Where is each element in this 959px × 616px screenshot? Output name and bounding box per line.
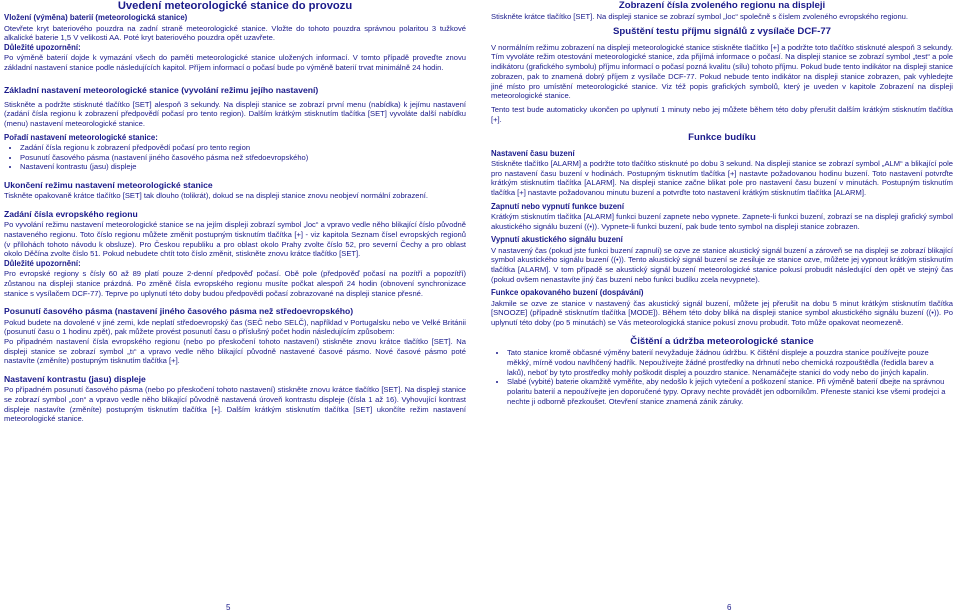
region-heading: Zadání čísla evropského regionu xyxy=(4,209,138,220)
alarm-toggle-heading: Zapnutí nebo vypnutí funkce buzení xyxy=(491,201,624,211)
alarm-toggle-text: Krátkým stisknutím tlačítka [ALARM] funkci buzení zapnete nebo vypnete. Zapnete-li funkci buzení, zobrazí se na displeji grafický symbol akustického signálu buzení ((•)). Vypnete-li funkci buzení, pak bude tento symbol na displeji stanice zobrazen. xyxy=(491,212,953,231)
contrast-text: Po případném posunutí časového pásma (nebo po přeskočení tohoto nastavení) stiskněte znovu krátce tlačítko [SET]. Na displeji stanice se zobrazí symbol „con“ a vpravo vedle něho blikající původně nastavená úroveň kontrastu displeje (čísla 1 až 16). Vyhovující kontrast displeje nastavíte (změníte) postupným tisknutím tlačítka [+]. Dalším krátkým stisknutím tlačítka [SET] ukončíte režim nastavení meteorologické stanice. xyxy=(4,385,466,424)
alarm-time-text: Stiskněte tlačítko [ALARM] a podržte toto tlačítko stisknuté po dobu 3 sekund. Na displeji stanice se zobrazí symbol „ALM“ a blikající pole pro nastavení času buzení v hodinách. Postupným tisknutím tlačítka [+] nastavte požadovanou hodinu buzení. Toto nastavení potvrďte krátkým stisknutím tlačítka [ALARM]. Na displeji stanice začne blikat pole pro nastavení času buzení v minutách. Postupným tisknutím tlačítka [+] nastavte požadovanou minutu buzení a potvrďte toto nastavení krátkým stisknutím tlačítka [ALARM]. xyxy=(491,159,953,198)
dcf-test-heading: Spuštění testu příjmu signálů z vysílače DCF-77 xyxy=(612,26,832,38)
region-display-text: Stiskněte krátce tlačítko [SET]. Na displeji stanice se zobrazí symbol „loc“ společně s číslem zvoleného evropského regionu. xyxy=(491,12,909,22)
battery-note-text: Po výměně baterií dojde k vymazání všech do paměti meteorologické stanice uložených informací. V tomto případě proveďte znovu základní nastavení stanice podle následujících kapitol. Příjem informací o počasí bude po výměně baterií trvat minimálně 24 hodin. xyxy=(4,53,466,72)
battery-text: Otevřete kryt bateriového pouzdra na zadní straně meteorologické stanice. Vložte do tohoto pouzdra správnou polaritou 3 tužkové alkalické baterie 1,5 V velikosti AA. Poté kryt bateriového pouzdra opět uzavřete. xyxy=(4,23,466,43)
timezone-heading: Posunutí časového pásma (nastavení jiného časového pásma než středoevropského) xyxy=(4,306,354,317)
snooze-text: Jakmile se ozve ze stanice v nastavený čas akustický signál buzení, můžete jej přerušit na dobu 5 minut krátkým stisknutím tlačítka [SNOOZE] (případně stisknutím tlačítka [MODE]). Během této doby bliká na displeji stanice symbol akustického signálu buzení ((•)). Po uplynutí této doby (po 5 minutách) se Vás meteorologická stanice pokusí znovu probudit. Toto může opakovat neomezeně. xyxy=(491,298,953,327)
alarm-off-heading: Vypnutí akustického signálu buzení xyxy=(491,235,623,245)
region-note-text: Pro evropské regiony s čísly 60 až 89 platí pouze 2-denní předpověď počasí. Obě pole (předpověď počasí na pozítří a popozítří) zůstanou na displeji stanice prázdná. Po změně čísla evropského regionu musíte počkat alespoň 24 hodin (obnovení synchronizace stanice s vysílačem DCF-77). Teprve po uplynutí této doby budou předpovědi počasí zobrazované na displeji stanice přesné. xyxy=(4,269,466,298)
setup-order-heading: Pořadí nastavení meteorologické stanice: xyxy=(4,132,158,142)
dcf-test-text-1: V normálním režimu zobrazení na displeji meteorologické stanice stiskněte tlačítko [+] a podržte toto tlačítko stisknuté alespoň 3 sekundy. Tím vyvoláte režim otestování meteorologické stanice, zda přijímá informace o počasí. Na displeji stanice se zobrazí symbol „test“ a pole indikátoru (grafického symbolu) příjmu informací o počasí pozná kvalitu (sílu) tohoto příjmu. Pokud bude tento indikátor na displeji stanice zobrazen, pak to znamená dobrý příjem z vysílače DCF-77. Pokud nebude tento indikátor na displeji stanice zobrazen, pak vyhledejte jiné místo pro umístění meteorologické stanice. Viz též popis grafických symbolů, který je uveden v kapitole Zobrazení na displeji meteorologické stanice. xyxy=(491,42,953,101)
battery-heading: Vložení (výměna) baterií (meteorologická stanice) xyxy=(4,13,188,23)
snooze-heading: Funkce opakovaného buzení (dospávání) xyxy=(491,288,644,298)
left-column xyxy=(4,0,466,424)
maintenance-heading: Čištění a údržba meteorologické stanice xyxy=(630,335,814,347)
list-item: • Posunutí časového pásma (nastavení jiného časového pásma než středoevropského) xyxy=(20,153,466,163)
list-item: • Nastavení kontrastu (jasu) displeje xyxy=(20,162,466,172)
setup-order-list xyxy=(4,143,466,172)
list-item: • Tato stanice kromě občasné výměny baterií nevyžaduje žádnou údržbu. K čištění displeje a pouzdra stanice používejte pouze měkký, mírně vodou navlhčený hadřík. Nepoužívejte žádné prostředky na drhnutí nebo chemická rozpouštědla (ředidla barev a laků), neboť by tyto prostředky mohly poškodit displej a pouzdro stanice. Nenamáčejte stanici do vody nebo do jiných kapalin. xyxy=(507,348,953,377)
battery-note-heading: Důležité upozornění: xyxy=(4,43,81,52)
basic-setup-text: Stiskněte a podržte stisknuté tlačítko [SET] alespoň 3 sekundy. Na displeji stanice se zobrazí první menu (nabídka) k jejímu nastavení (zadání čísla regionu k zobrazení předpovědí počasí pro tento region). Dalším krátkým stisknutím tlačítka [SET] vyvoláte další nabídku (menu) nastavení meteorologické stanice. xyxy=(4,99,466,129)
page-title-right: Zobrazení čísla zvoleného regionu na displeji xyxy=(618,0,826,11)
alarm-off-text: V nastavený čas (pokud jste funkci buzení zapnuli) se ozve ze stanice akustický signál buzení a zároveň se na displeji se zobrazí blikající symbol akustického signálu buzení ((•)). Tento akustický signál buzení se zesiluje ze stanice ozve, můžete jej vypnout krátkým stisknutím tlačítka [ALARM]. V tom případě se akustický signál buzení meteorologické stanice pokusí probudit následující den opět ve stejný čas (pokud ovšem nenastavíte jiný čas buzení nebo funkci budíku zcela nevypnete). xyxy=(491,245,953,284)
exit-setup-heading: Ukončení režimu nastavení meteorologické stanice xyxy=(4,180,213,191)
timezone-text-1: Pokud budete na dovolené v jiné zemi, kde neplatí středoevropský čas (SEČ nebo SELČ), například v Portugalsku nebo ve Velké Británii (posunutí času o 1 hodinu zpět), pak můžete provést posunutí času o příslušný počet hodin následujícím způsobem: xyxy=(4,317,466,337)
region-note-heading: Důležité upozornění: xyxy=(4,259,81,269)
right-column xyxy=(491,0,953,407)
page-number-right: 6 xyxy=(727,603,732,612)
exit-setup-text: Tiskněte opakovaně krátce tlačítko [SET] tak dlouho (tolikrát), dokud se na displeji stanice znovu neobjeví normální zobrazení. xyxy=(4,191,428,201)
timezone-text-2: Po připadném nastavení čísla evropského regionu (nebo po přeskočení tohoto nastavení) stiskněte znovu krátce tlačítko [SET]. Na displeji stanice se zobrazí symbol „tı“ a vpravo vedle něho blikající původně nastavené časové pásmo. Nové časové pásmo poté nastavíte (změníte) postupným tisknutím tlačítka [+]. xyxy=(4,337,466,366)
alarm-time-heading: Nastavení času buzení xyxy=(491,148,575,158)
maintenance-list xyxy=(491,348,953,406)
page-title-left: Uvedení meteorologické stanice do provozu xyxy=(117,0,353,12)
basic-setup-heading: Základní nastavení meteorologické stanice (vyvolání režimu jejího nastavení) xyxy=(4,84,319,95)
region-text: Po vyvolání režimu nastavení meteorologické stanice se na jejím displeji zobrazí symbol „loc“ a vpravo vedle něho blikající číslo původně nastaveného regionu. Toto číslo regionu můžete změnit postupným tisknutím tlačítka [+] - viz kapitola Seznam čísel evropských regionů (v přílohách tohoto návodu k obsluze). Pro Českou republiku a pro oblast okolo Prahy zvolte číslo 52, pro severní Čechy a pro oblast okolo Děčína zvolte číslo 51. Pokud nebudete chtít toto číslo změnit, stiskněte znovu krátce tlačítko [SET]. xyxy=(4,220,466,259)
page-number-left: 5 xyxy=(226,603,231,612)
list-item: • Zadání čísla regionu k zobrazení předpovědí počasí pro tento region xyxy=(20,143,466,153)
contrast-heading: Nastavení kontrastu (jasu) displeje xyxy=(4,374,146,385)
dcf-test-text-2: Tento test bude automaticky ukončen po uplynutí 1 minuty nebo jej můžete během této doby přerušit dalším krátkým stisknutím tlačítka [+]. xyxy=(491,104,953,124)
list-item: • Slabé (vybité) baterie okamžitě vyměňte, aby nedošlo k jejich vytečení a poškození stanice. Při výměně baterií dbejte na správnou polaritu baterií a nepoužívejte jen doporučené typy. Opravy nechte provádět jen odborníkům. Přeneste stanici kse všemi prodejci a nechte ji odborně přezkoušet. Otevření stanice znamená zánik záruky. xyxy=(507,377,953,406)
alarm-heading: Funkce budíku xyxy=(688,132,756,144)
